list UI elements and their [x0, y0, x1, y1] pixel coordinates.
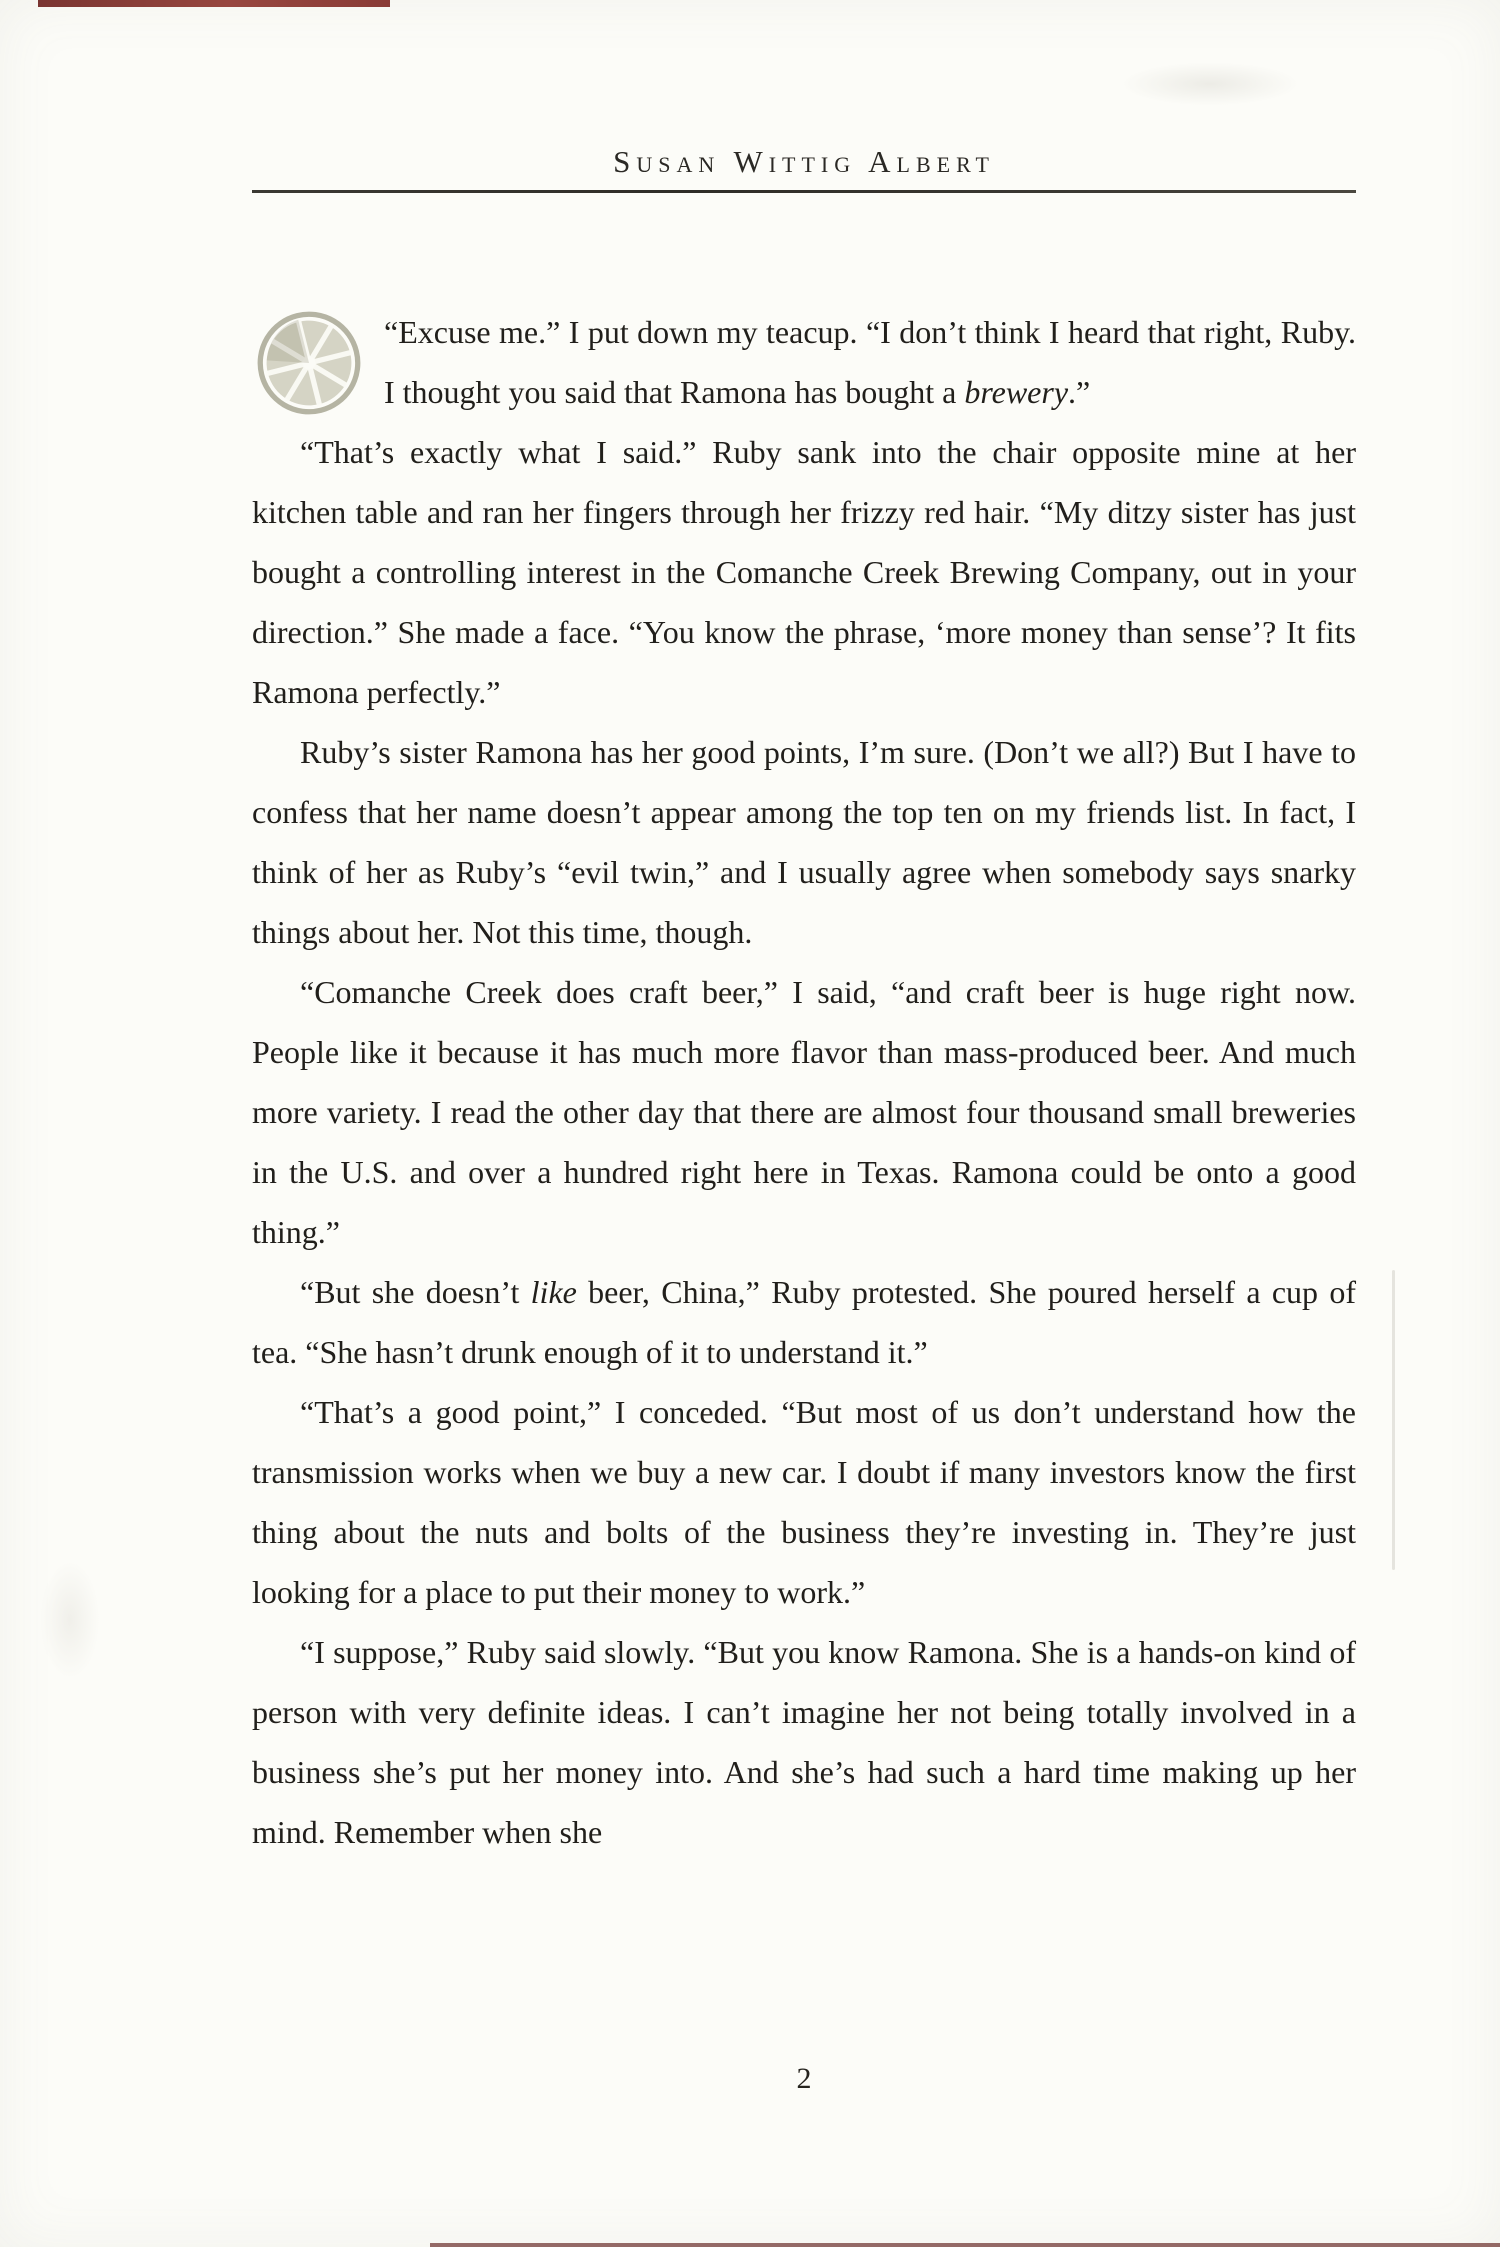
citrus-slice-ornament-icon — [252, 310, 366, 416]
scan-streak — [1392, 1270, 1395, 1570]
paragraph — [252, 962, 1356, 1262]
header-rule — [252, 190, 1356, 193]
paragraph-text: “That’s exactly what I said.” Ruby sank into the chair opposite mine at her kitchen table and ran her fingers through her frizzy red hair. “My ditzy sister has just bought a controlling interest in the Comanche Creek Brewing Company, out in your direction.” She made a face. “You know the phrase, ‘more money than sense’? It fits Ramona perfectly.” — [252, 434, 1356, 710]
running-head-author: Susan Wittig Albert — [613, 144, 995, 179]
paragraph-text: “Excuse me.” I put down my teacup. “I don’t think I heard that right, Ruby. I thought you said that Ramona has bought a — [384, 314, 1356, 410]
paragraph — [252, 722, 1356, 962]
scan-smudge-top-right — [1120, 62, 1300, 106]
italic-word: brewery — [964, 374, 1069, 410]
paragraph-text: beer, China,” Ruby protested. She poured herself a cup of tea. “She hasn’t drunk enough of it to understand it.” — [252, 1274, 1357, 1370]
italic-word: like — [530, 1274, 577, 1310]
scan-edge-mark-top — [38, 0, 390, 7]
page-number: 2 — [796, 2062, 812, 2095]
paragraph — [252, 1622, 1356, 1862]
paragraph — [252, 1382, 1356, 1622]
paragraph-text: “I suppose,” Ruby said slowly. “But you know Ramona. She is a hands-on kind of person with very definite ideas. I can’t imagine her not being totally involved in a business she’s put her money into. And she’s had such a hard time making up her mind. Remember when she — [252, 1634, 1356, 1850]
paragraph-text: “Comanche Creek does craft beer,” I said, “and craft beer is huge right now. People like it because it has much more flavor than mass-produced beer. And much more variety. I read the other day that there are almost four thousand small breweries in the U.S. and over a hundred right here in Texas. Ramona could be onto a good thing.” — [252, 974, 1356, 1250]
body-text — [252, 302, 1356, 1862]
paragraph — [252, 302, 1356, 422]
paragraph — [252, 1262, 1356, 1382]
paragraph-text: “But she doesn’t — [300, 1274, 531, 1310]
paragraph-text: Ruby’s sister Ramona has her good points, I’m sure. (Don’t we all?) But I have to confess that her name doesn’t appear among the top ten on my friends list. In fact, I think of her as Ruby’s “evil twin,” and I usually agree when somebody says snarky things about her. Not this time, though. — [252, 734, 1356, 950]
scan-smudge-left — [40, 1560, 100, 1680]
paragraph-text: .” — [1068, 374, 1091, 410]
paragraph — [252, 422, 1356, 722]
scan-edge-mark-bottom — [430, 2243, 1500, 2247]
paragraph-text: “That’s a good point,” I conceded. “But most of us don’t understand how the transmission works when we buy a new car. I doubt if many investors know the first thing about the nuts and bolts of the business they’re investing in. They’re just looking for a place to put their money to work.” — [252, 1394, 1356, 1610]
